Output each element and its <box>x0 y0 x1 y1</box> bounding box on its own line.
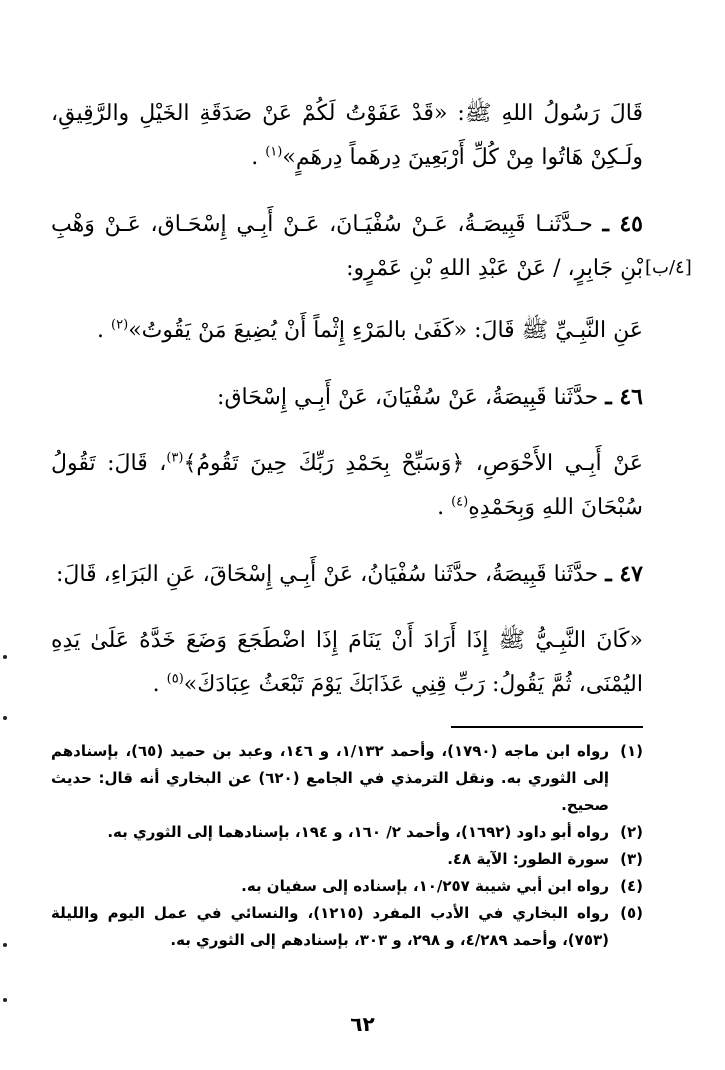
footnote-ref-3[interactable]: (٣) <box>166 450 184 466</box>
scan-mark <box>3 943 7 947</box>
hadith-number: ٤٧ ـ <box>605 561 643 587</box>
footnote-2 <box>51 819 643 846</box>
hadith-45-chain <box>51 202 643 291</box>
paragraph-text: عَنِ النَّبِـيِّ ﷺ قَالَ: «كَفَىٰ بالمَرْءِ إِثْماً أَنْ يُضِيعَ مَنْ يَقُوتُ» <box>128 318 643 343</box>
paragraph-end: . <box>251 145 266 170</box>
footnote-ref-5[interactable]: (٥) <box>166 671 184 687</box>
paragraph-end: . <box>437 495 452 520</box>
hadith-47-text <box>51 619 643 707</box>
paragraph-text: عَنْ أَبِـي الأَحْوَصِ، ﴿وَسَبِّحْ بِحَمْدِ رَبِّكَ حِينَ تَقُومُ﴾ <box>183 451 643 476</box>
footnote-text: رواه ابن ماجه (١٧٩٠)، وأحمد ١/١٣٢، و ١٤٦، وعبد بن حميد (٦٥)، بإسنادهم إلى الثوري به. ونقل الترمذي في الجامع (٦٢٠) عن البخاري أنه قال: حديث صحيح. <box>51 742 609 814</box>
footnote-number: (٢) <box>620 823 643 841</box>
hadith-45-text <box>51 309 643 353</box>
footnote-number: (٤) <box>620 877 643 895</box>
paragraph-text: «كَانَ النَّبِـيُّ ﷺ إِذَا أَرَادَ أَنْ يَنَامَ إِذَا اضْطَجَعَ وَضَعَ خَدَّهُ عَلَىٰ يَدِهِ اليُمْنَى، ثُمَّ يَقُولُ: رَبِّ قِنِي عَذَابَكَ يَوْمَ تَبْعَثُ عِبَادَكَ» <box>51 628 643 697</box>
paragraph-text: قَالَ رَسُولُ اللهِ ﷺ: «قَدْ عَفَوْتُ لَكُمْ عَنْ صَدَقَةِ الخَيْلِ والرَّقِيقِ، ولَـكِنْ هَاتُوا مِنْ كُلِّ أَرْبَعِينَ دِرهَماً دِرهَمٍ» <box>51 101 643 170</box>
paragraph-text: حـدَّثَنـا قَبِيصَـةُ، عَـنْ سُفْيَـانَ، عَـنْ أَبِـي إِسْحَـاق، عَـنْ وَهْبِ بْنِ جَابِرٍ، / عَنْ عَبْدِ اللهِ بْنِ عَمْرٍو: <box>51 212 643 281</box>
footnote-5 <box>51 900 643 954</box>
footnote-text: رواه ابن أبي شيبة ١٠/٢٥٧، بإسناده إلى سفيان به. <box>241 877 609 895</box>
hadith-number: ٤٥ ـ <box>602 211 643 237</box>
footnote-text: رواه أبو داود (١٦٩٢)، وأحمد ٢/ ١٦٠، و ١٩٤، بإسنادهما إلى الثوري به. <box>107 823 609 841</box>
hadith-number: ٤٦ ـ <box>605 384 643 410</box>
footnote-text: سورة الطور: الآية ٤٨. <box>447 850 609 868</box>
paragraph-text: حدَّثَنا قَبِيصَةُ، حدَّثَنا سُفْيَانُ، عَنْ أَبِـي إِسْحَاقَ، عَنِ البَرَاءِ، قَالَ: <box>56 562 606 587</box>
manuscript-folio-marker: [٤/ب] <box>645 257 692 278</box>
footnote-text: رواه البخاري في الأدب المفرد (١٢١٥)، والنسائي في عمل اليوم والليلة (٧٥٣)، وأحمد ٤/٢٨٩، و ٢٩٨، و ٣٠٣، بإسنادهم إلى الثوري به. <box>51 904 609 949</box>
page-number: ٦٢ <box>350 1012 375 1036</box>
scan-mark <box>3 655 7 659</box>
paragraph-end: . <box>152 672 167 697</box>
paragraph-end: . <box>97 318 112 343</box>
paragraph-text: حدَّثَنا قَبِيصَةُ، عَنْ سُفْيَانَ، عَنْ أَبِـي إِسْحَاق: <box>217 385 606 410</box>
footnote-ref-2[interactable]: (٢) <box>111 317 129 333</box>
hadith-46-text <box>51 442 643 530</box>
hadith-46-chain <box>51 375 643 420</box>
main-text <box>51 92 643 729</box>
footnote-ref-4[interactable]: (٤) <box>451 494 469 510</box>
paragraph-mid: ، قَالَ: تَقُولُ سُبْحَانَ اللهِ وَبِحَمْدِهِ <box>51 451 643 520</box>
footnotes <box>51 738 643 954</box>
hadith-text-44-end <box>51 92 643 180</box>
footnote-4 <box>51 873 643 900</box>
footnote-3 <box>51 846 643 873</box>
footnote-ref-1[interactable]: (١) <box>265 144 283 160</box>
hadith-47-chain <box>51 552 643 597</box>
scan-mark <box>3 998 7 1002</box>
footnote-divider <box>451 726 643 728</box>
footnote-1 <box>51 738 643 819</box>
footnote-number: (٥) <box>620 904 643 922</box>
footnote-number: (١) <box>620 742 643 760</box>
footnote-number: (٣) <box>620 850 643 868</box>
scan-mark <box>3 716 7 720</box>
